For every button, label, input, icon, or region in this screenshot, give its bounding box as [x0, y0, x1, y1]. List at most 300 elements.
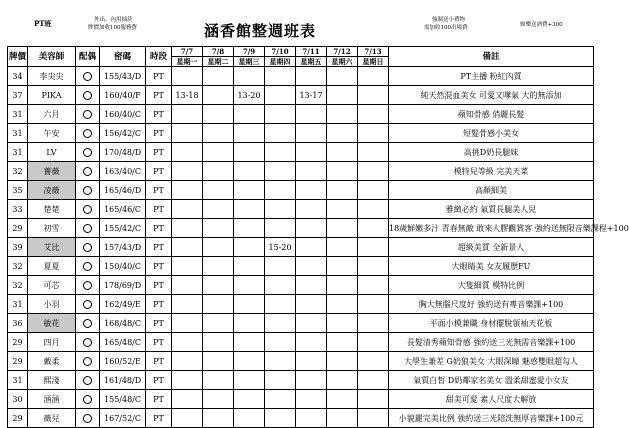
table-row	[8, 295, 594, 314]
page-title: 涵香館整週班表	[204, 22, 317, 40]
table-row	[8, 409, 594, 428]
period-cell: PT	[146, 219, 172, 238]
weekday-header: 星期四	[265, 57, 296, 67]
slot-cell	[358, 86, 389, 105]
slot-cell	[234, 333, 265, 352]
col-header-price: 牌價	[8, 47, 28, 67]
col-header-stylist: 美容師	[28, 47, 76, 67]
table-row	[8, 67, 594, 86]
stylist-name: 李尖尖	[28, 67, 76, 86]
slot-cell	[327, 143, 358, 162]
slot-cell	[203, 86, 234, 105]
remark-cell: 蘋知骨感 俏麗長髮	[389, 105, 594, 124]
remark-cell: 18歲鮮嫩多汁 青春無敵 敢來人膠觀賞客 強約送無限音樂課程+100	[389, 219, 594, 238]
stylist-name: 夏夏	[28, 257, 76, 276]
slot-cell: 15-20	[265, 238, 296, 257]
password-cell: 150/40/C	[100, 257, 146, 276]
slot-cell	[296, 371, 327, 390]
slot-cell	[296, 219, 327, 238]
slot-cell	[265, 314, 296, 333]
slot-cell	[296, 238, 327, 257]
table-row	[8, 238, 594, 257]
schedule-table	[7, 46, 629, 428]
slot-cell	[265, 86, 296, 105]
stylist-name: 戴柔	[28, 352, 76, 371]
slot-cell	[234, 352, 265, 371]
remark-cell: 大眼睛美 女友履歷FU	[389, 257, 594, 276]
price-cell: 37	[8, 86, 28, 105]
remark-cell: PT主播 粉紅內質	[389, 67, 594, 86]
weekday-header: 星期一	[172, 57, 203, 67]
remark-cell: 純天然混血美女 可愛又嗲氣 大的無添加	[389, 86, 594, 105]
slot-cell	[327, 124, 358, 143]
table-row	[8, 314, 594, 333]
stylist-name: 小羽	[28, 295, 76, 314]
stylist-name: 薔薇	[28, 162, 76, 181]
remark-cell: 雅緻必約 氣質長腿美人兒	[389, 200, 594, 219]
stylist-name: 薇兒	[28, 409, 76, 428]
circle-icon	[83, 262, 92, 271]
password-cell: 155/42/C	[100, 219, 146, 238]
password-cell: 165/46/C	[100, 200, 146, 219]
slot-cell	[172, 67, 203, 86]
password-cell: 168/48/C	[100, 314, 146, 333]
password-cell: 170/48/D	[100, 143, 146, 162]
slot-cell	[203, 257, 234, 276]
date-header: 7/13	[358, 47, 389, 57]
stylist-name: 可芯	[28, 276, 76, 295]
slot-cell	[172, 352, 203, 371]
dispatch-cell	[76, 390, 100, 409]
slot-cell	[234, 371, 265, 390]
slot-cell	[265, 333, 296, 352]
slot-cell	[265, 67, 296, 86]
period-cell: PT	[146, 295, 172, 314]
slot-cell	[234, 124, 265, 143]
slot-cell	[327, 86, 358, 105]
price-cell: 35	[8, 181, 28, 200]
price-cell: 32	[8, 257, 28, 276]
circle-icon	[83, 281, 92, 290]
slot-cell	[172, 219, 203, 238]
table-row	[8, 200, 594, 219]
circle-icon	[83, 91, 92, 100]
slot-cell	[265, 200, 296, 219]
slot-cell	[234, 67, 265, 86]
slot-cell	[234, 162, 265, 181]
remark-cell: 甜美可愛 素人尺度大解放	[389, 390, 594, 409]
slot-cell	[358, 67, 389, 86]
header-note-far-right: 娛樂送酒費+300	[520, 22, 563, 28]
table-row	[8, 371, 594, 390]
slot-cell	[172, 333, 203, 352]
slot-cell	[358, 333, 389, 352]
password-cell: 162/49/E	[100, 295, 146, 314]
slot-cell	[327, 371, 358, 390]
slot-cell	[203, 200, 234, 219]
dispatch-cell	[76, 86, 100, 105]
slot-cell	[234, 257, 265, 276]
slot-cell	[358, 105, 389, 124]
table-row	[8, 219, 594, 238]
weekday-header: 星期日	[358, 57, 389, 67]
dispatch-cell	[76, 162, 100, 181]
circle-icon	[83, 110, 92, 119]
price-cell: 29	[8, 409, 28, 428]
stylist-name: 凌薇	[28, 181, 76, 200]
slot-cell	[327, 390, 358, 409]
period-cell: PT	[146, 67, 172, 86]
slot-cell	[203, 314, 234, 333]
remark-cell: 平面小模兼職 身材擺脫領袖天花板	[389, 314, 594, 333]
slot-cell	[296, 162, 327, 181]
slot-cell	[234, 276, 265, 295]
slot-cell	[358, 124, 389, 143]
stylist-name: PIKA	[28, 86, 76, 105]
slot-cell	[296, 257, 327, 276]
circle-icon	[83, 338, 92, 347]
dispatch-cell	[76, 238, 100, 257]
dispatch-cell	[76, 105, 100, 124]
slot-cell	[172, 371, 203, 390]
table-row	[8, 86, 594, 105]
slot-cell	[327, 105, 358, 124]
table-row	[8, 143, 594, 162]
price-cell: 34	[8, 67, 28, 86]
slot-cell	[327, 200, 358, 219]
price-cell: 31	[8, 124, 28, 143]
circle-icon	[83, 414, 92, 423]
schedule-sheet	[4, 6, 629, 423]
stylist-name: 六月	[28, 105, 76, 124]
price-cell: 39	[8, 238, 28, 257]
password-cell: 155/48/C	[100, 390, 146, 409]
dispatch-cell	[76, 333, 100, 352]
price-cell: 31	[8, 143, 28, 162]
password-cell: 160/40/C	[100, 105, 146, 124]
slot-cell	[296, 352, 327, 371]
period-cell: PT	[146, 333, 172, 352]
slot-cell	[172, 105, 203, 124]
circle-icon	[83, 167, 92, 176]
circle-icon	[83, 300, 92, 309]
slot-cell	[234, 200, 265, 219]
slot-cell	[265, 352, 296, 371]
date-header: 7/10	[265, 47, 296, 57]
period-cell: PT	[146, 200, 172, 219]
date-header: 7/9	[234, 47, 265, 57]
weekday-header: 星期三	[234, 57, 265, 67]
slot-cell	[327, 409, 358, 428]
stylist-name: 楚楚	[28, 200, 76, 219]
price-cell: 31	[8, 295, 28, 314]
period-cell: PT	[146, 314, 172, 333]
slot-cell	[234, 409, 265, 428]
dispatch-cell	[76, 124, 100, 143]
slot-cell	[327, 276, 358, 295]
period-cell: PT	[146, 181, 172, 200]
period-cell: PT	[146, 276, 172, 295]
stylist-name: 涵涵	[28, 390, 76, 409]
col-header-remarks: 備註	[389, 47, 594, 67]
table-row	[8, 162, 594, 181]
period-cell: PT	[146, 257, 172, 276]
remark-cell: 長髮清秀蘋知骨感 強約送三光無需音樂課+100	[389, 333, 594, 352]
period-cell: PT	[146, 390, 172, 409]
period-cell: PT	[146, 371, 172, 390]
slot-cell	[358, 295, 389, 314]
slot-cell	[327, 219, 358, 238]
slot-cell	[358, 219, 389, 238]
dispatch-cell	[76, 257, 100, 276]
date-header: 7/7	[172, 47, 203, 57]
dispatch-cell	[76, 352, 100, 371]
circle-icon	[83, 72, 92, 81]
password-cell: 178/69/D	[100, 276, 146, 295]
circle-icon	[83, 186, 92, 195]
slot-cell	[172, 257, 203, 276]
slot-cell	[234, 105, 265, 124]
slot-cell	[358, 276, 389, 295]
period-cell: PT	[146, 162, 172, 181]
slot-cell	[296, 390, 327, 409]
remark-cell: 小貌麗完美比例 強約送三光陪洗無厚音樂課+100元	[389, 409, 594, 428]
weekday-header: 星期二	[203, 57, 234, 67]
slot-cell	[172, 143, 203, 162]
slot-cell	[172, 295, 203, 314]
password-cell: 167/52/C	[100, 409, 146, 428]
slot-cell	[296, 67, 327, 86]
table-row	[8, 124, 594, 143]
period-cell: PT	[146, 124, 172, 143]
price-cell: 29	[8, 333, 28, 352]
password-cell: 160/40/F	[100, 86, 146, 105]
circle-icon	[83, 243, 92, 252]
slot-cell	[296, 333, 327, 352]
price-cell: 29	[8, 352, 28, 371]
remark-cell: 高顏細美	[389, 181, 594, 200]
slot-cell	[296, 200, 327, 219]
table-row	[8, 276, 594, 295]
slot-cell	[234, 143, 265, 162]
slot-cell	[265, 409, 296, 428]
stylist-name: 四月	[28, 333, 76, 352]
slot-cell	[327, 314, 358, 333]
dispatch-cell	[76, 276, 100, 295]
slot-cell	[203, 105, 234, 124]
price-cell: 32	[8, 276, 28, 295]
slot-cell	[203, 352, 234, 371]
price-cell: 31	[8, 105, 28, 124]
circle-icon	[83, 148, 92, 157]
group-label: PT班	[34, 19, 52, 28]
password-cell: 161/48/D	[100, 371, 146, 390]
slot-cell	[296, 409, 327, 428]
period-cell: PT	[146, 352, 172, 371]
slot-cell	[172, 200, 203, 219]
slot-cell	[265, 162, 296, 181]
slot-cell	[265, 371, 296, 390]
circle-icon	[83, 357, 92, 366]
password-cell: 163/40/C	[100, 162, 146, 181]
slot-cell	[327, 257, 358, 276]
price-cell: 32	[8, 162, 28, 181]
remark-cell: 短髮骨感小美女	[389, 124, 594, 143]
slot-cell	[296, 314, 327, 333]
slot-cell: 13-17	[296, 86, 327, 105]
slot-cell	[358, 181, 389, 200]
slot-cell	[265, 295, 296, 314]
slot-cell	[234, 314, 265, 333]
dispatch-cell	[76, 314, 100, 333]
period-cell: PT	[146, 143, 172, 162]
price-cell: 29	[8, 219, 28, 238]
dispatch-cell	[76, 371, 100, 390]
dispatch-cell	[76, 67, 100, 86]
slot-cell	[172, 181, 203, 200]
header-note-right-1: 強制送小禮物	[432, 17, 466, 23]
slot-cell	[203, 295, 234, 314]
slot-cell	[358, 162, 389, 181]
slot-cell	[296, 105, 327, 124]
header-row-dates	[8, 47, 594, 57]
slot-cell	[203, 238, 234, 257]
slot-cell	[172, 162, 203, 181]
slot-cell	[327, 333, 358, 352]
slot-cell	[265, 124, 296, 143]
col-header-dispatch: 配偶	[76, 47, 100, 67]
remark-cell: 大學生兼差 G奶狼美女 大眼深瞳 魅惑雙眼超勾人	[389, 352, 594, 371]
dispatch-cell	[76, 143, 100, 162]
period-cell: PT	[146, 409, 172, 428]
circle-icon	[83, 395, 92, 404]
stylist-name: 熙淺	[28, 371, 76, 390]
slot-cell	[358, 238, 389, 257]
remark-cell: 超級美質 全新景人	[389, 238, 594, 257]
slot-cell	[358, 314, 389, 333]
table-row	[8, 105, 594, 124]
stylist-name: 午安	[28, 124, 76, 143]
slot-cell	[172, 409, 203, 428]
slot-cell	[358, 257, 389, 276]
price-cell: 31	[8, 371, 28, 390]
weekday-header: 星期五	[296, 57, 327, 67]
remark-cell: 氣質白皙 D奶鄰家名美女 溫柔甜蜜愛小女友	[389, 371, 594, 390]
price-cell: 33	[8, 200, 28, 219]
table-row	[8, 257, 594, 276]
slot-cell	[358, 371, 389, 390]
slot-cell	[296, 143, 327, 162]
stylist-name: 初雪	[28, 219, 76, 238]
slot-cell: 13-18	[172, 86, 203, 105]
slot-cell	[327, 162, 358, 181]
slot-cell	[327, 238, 358, 257]
slot-cell	[327, 352, 358, 371]
circle-icon	[83, 205, 92, 214]
slot-cell	[234, 295, 265, 314]
slot-cell	[172, 276, 203, 295]
slot-cell	[327, 295, 358, 314]
price-cell: 36	[8, 314, 28, 333]
circle-icon	[83, 224, 92, 233]
slot-cell: 13-20	[234, 86, 265, 105]
weekday-header: 星期六	[327, 57, 358, 67]
password-cell: 165/46/D	[100, 181, 146, 200]
circle-icon	[83, 129, 92, 138]
date-header: 7/8	[203, 47, 234, 57]
remark-cell: 模特兒等級 完美天菜	[389, 162, 594, 181]
password-cell: 157/43/D	[100, 238, 146, 257]
slot-cell	[172, 124, 203, 143]
dispatch-cell	[76, 181, 100, 200]
slot-cell	[172, 238, 203, 257]
slot-cell	[327, 67, 358, 86]
slot-cell	[296, 124, 327, 143]
password-cell: 165/48/C	[100, 333, 146, 352]
password-cell: 160/52/E	[100, 352, 146, 371]
slot-cell	[358, 352, 389, 371]
slot-cell	[265, 390, 296, 409]
header-note-left-1: 外出．內用抽菸	[94, 17, 133, 23]
stylist-name: 敏花	[28, 314, 76, 333]
password-cell: 155/43/D	[100, 67, 146, 86]
circle-icon	[83, 319, 92, 328]
slot-cell	[296, 276, 327, 295]
period-cell: PT	[146, 238, 172, 257]
price-cell: 30	[8, 390, 28, 409]
table-row	[8, 181, 594, 200]
dispatch-cell	[76, 409, 100, 428]
slot-cell	[203, 333, 234, 352]
slot-cell	[296, 181, 327, 200]
slot-cell	[234, 238, 265, 257]
password-cell: 156/42/C	[100, 124, 146, 143]
slot-cell	[203, 67, 234, 86]
circle-icon	[83, 376, 92, 385]
slot-cell	[265, 219, 296, 238]
slot-cell	[265, 181, 296, 200]
slot-cell	[358, 200, 389, 219]
table-row	[8, 333, 594, 352]
col-header-period: 時段	[146, 47, 172, 67]
slot-cell	[172, 390, 203, 409]
slot-cell	[358, 409, 389, 428]
slot-cell	[203, 143, 234, 162]
slot-cell	[358, 143, 389, 162]
stylist-name: LV	[28, 143, 76, 162]
table-row	[8, 352, 594, 371]
col-header-password: 密碼	[100, 47, 146, 67]
remark-cell: 大隻細質 模特比例	[389, 276, 594, 295]
period-cell: PT	[146, 105, 172, 124]
dispatch-cell	[76, 295, 100, 314]
slot-cell	[234, 181, 265, 200]
slot-cell	[265, 257, 296, 276]
header-note-left-2: 牌價加收100服務費	[88, 25, 137, 31]
slot-cell	[296, 295, 327, 314]
slot-cell	[234, 219, 265, 238]
slot-cell	[203, 276, 234, 295]
slot-cell	[265, 143, 296, 162]
slot-cell	[203, 371, 234, 390]
slot-cell	[265, 276, 296, 295]
slot-cell	[358, 390, 389, 409]
stylist-name: 艾比	[28, 238, 76, 257]
slot-cell	[203, 390, 234, 409]
slot-cell	[265, 105, 296, 124]
dispatch-cell	[76, 200, 100, 219]
schedule-rows	[8, 67, 629, 428]
